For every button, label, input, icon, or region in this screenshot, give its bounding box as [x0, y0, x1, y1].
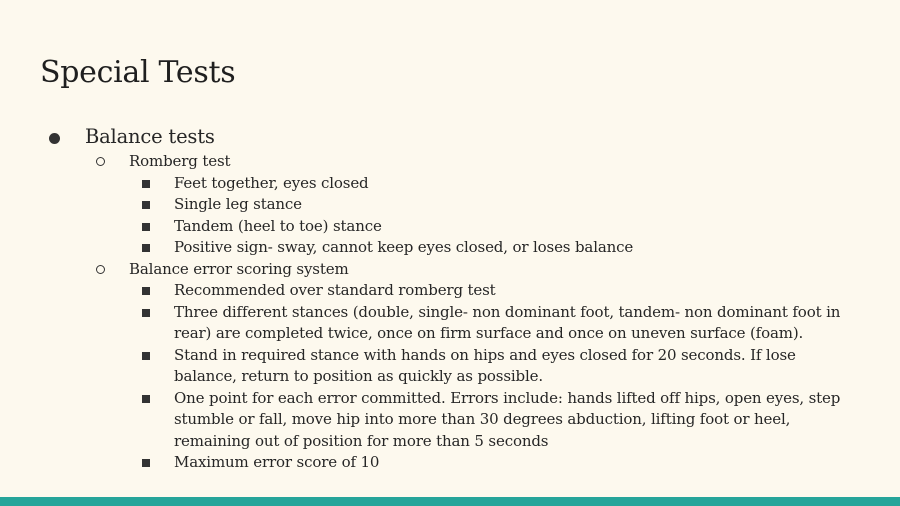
square-bullet-icon [142, 287, 150, 295]
hollow-circle-bullet-icon [96, 157, 105, 166]
square-bullet-icon [142, 459, 150, 467]
bullet-text: Stand in required stance with hands on hips and eyes closed for 20 seconds. If lose balance, return to position as quickly as possible. [174, 345, 796, 385]
bullet-text: Recommended over standard romberg test [174, 281, 496, 299]
bullet-item [0, 388, 900, 453]
square-bullet-icon [142, 180, 150, 188]
bullet-item [0, 194, 900, 216]
bullet-text: One point for each error committed. Errors include: hands lifted off hips, open eyes, step stumble or fall, move hip into more than 30 degrees abduction, lifting foot or heel, remaining out of position for more than 5 seconds [174, 388, 841, 450]
accent-bar [0, 497, 900, 506]
square-bullet-icon [142, 201, 150, 209]
bullet-item [0, 216, 900, 238]
square-bullet-icon [142, 223, 150, 231]
bullet-text: Positive sign- sway, cannot keep eyes closed, or loses balance [174, 238, 634, 256]
bullet-item [0, 280, 900, 302]
bullet-text: Romberg test [129, 152, 231, 170]
bullet-item-balance-error-scoring-system [0, 259, 900, 281]
square-bullet-icon [142, 352, 150, 360]
bullet-text: Balance error scoring system [129, 259, 349, 278]
filled-circle-bullet-icon [49, 133, 60, 144]
bullet-text: Feet together, eyes closed [174, 173, 369, 192]
bullet-item [0, 237, 900, 259]
square-bullet-icon [142, 309, 150, 317]
bullet-text: Balance tests [85, 125, 215, 148]
hollow-circle-bullet-icon [96, 265, 105, 274]
bullet-item-balance-tests [0, 123, 900, 151]
bullet-text: Three different stances (double, single- non dominant foot, tandem- non dominant foot in rear) are completed twice, once on firm surface and once on uneven surface (foam). [174, 302, 841, 342]
bullet-item [0, 345, 900, 388]
bullet-text: Tandem (heel to toe) stance [174, 216, 382, 235]
bullet-item [0, 302, 900, 345]
bullet-item [0, 452, 900, 474]
bullet-list [0, 123, 900, 474]
bullet-item-romberg-test [0, 151, 900, 173]
square-bullet-icon [142, 244, 150, 252]
square-bullet-icon [142, 395, 150, 403]
bullet-item [0, 173, 900, 195]
bullet-text: Single leg stance [174, 195, 302, 213]
slide-title: Special Tests [40, 55, 236, 90]
bullet-text: Maximum error score of 10 [174, 453, 380, 471]
